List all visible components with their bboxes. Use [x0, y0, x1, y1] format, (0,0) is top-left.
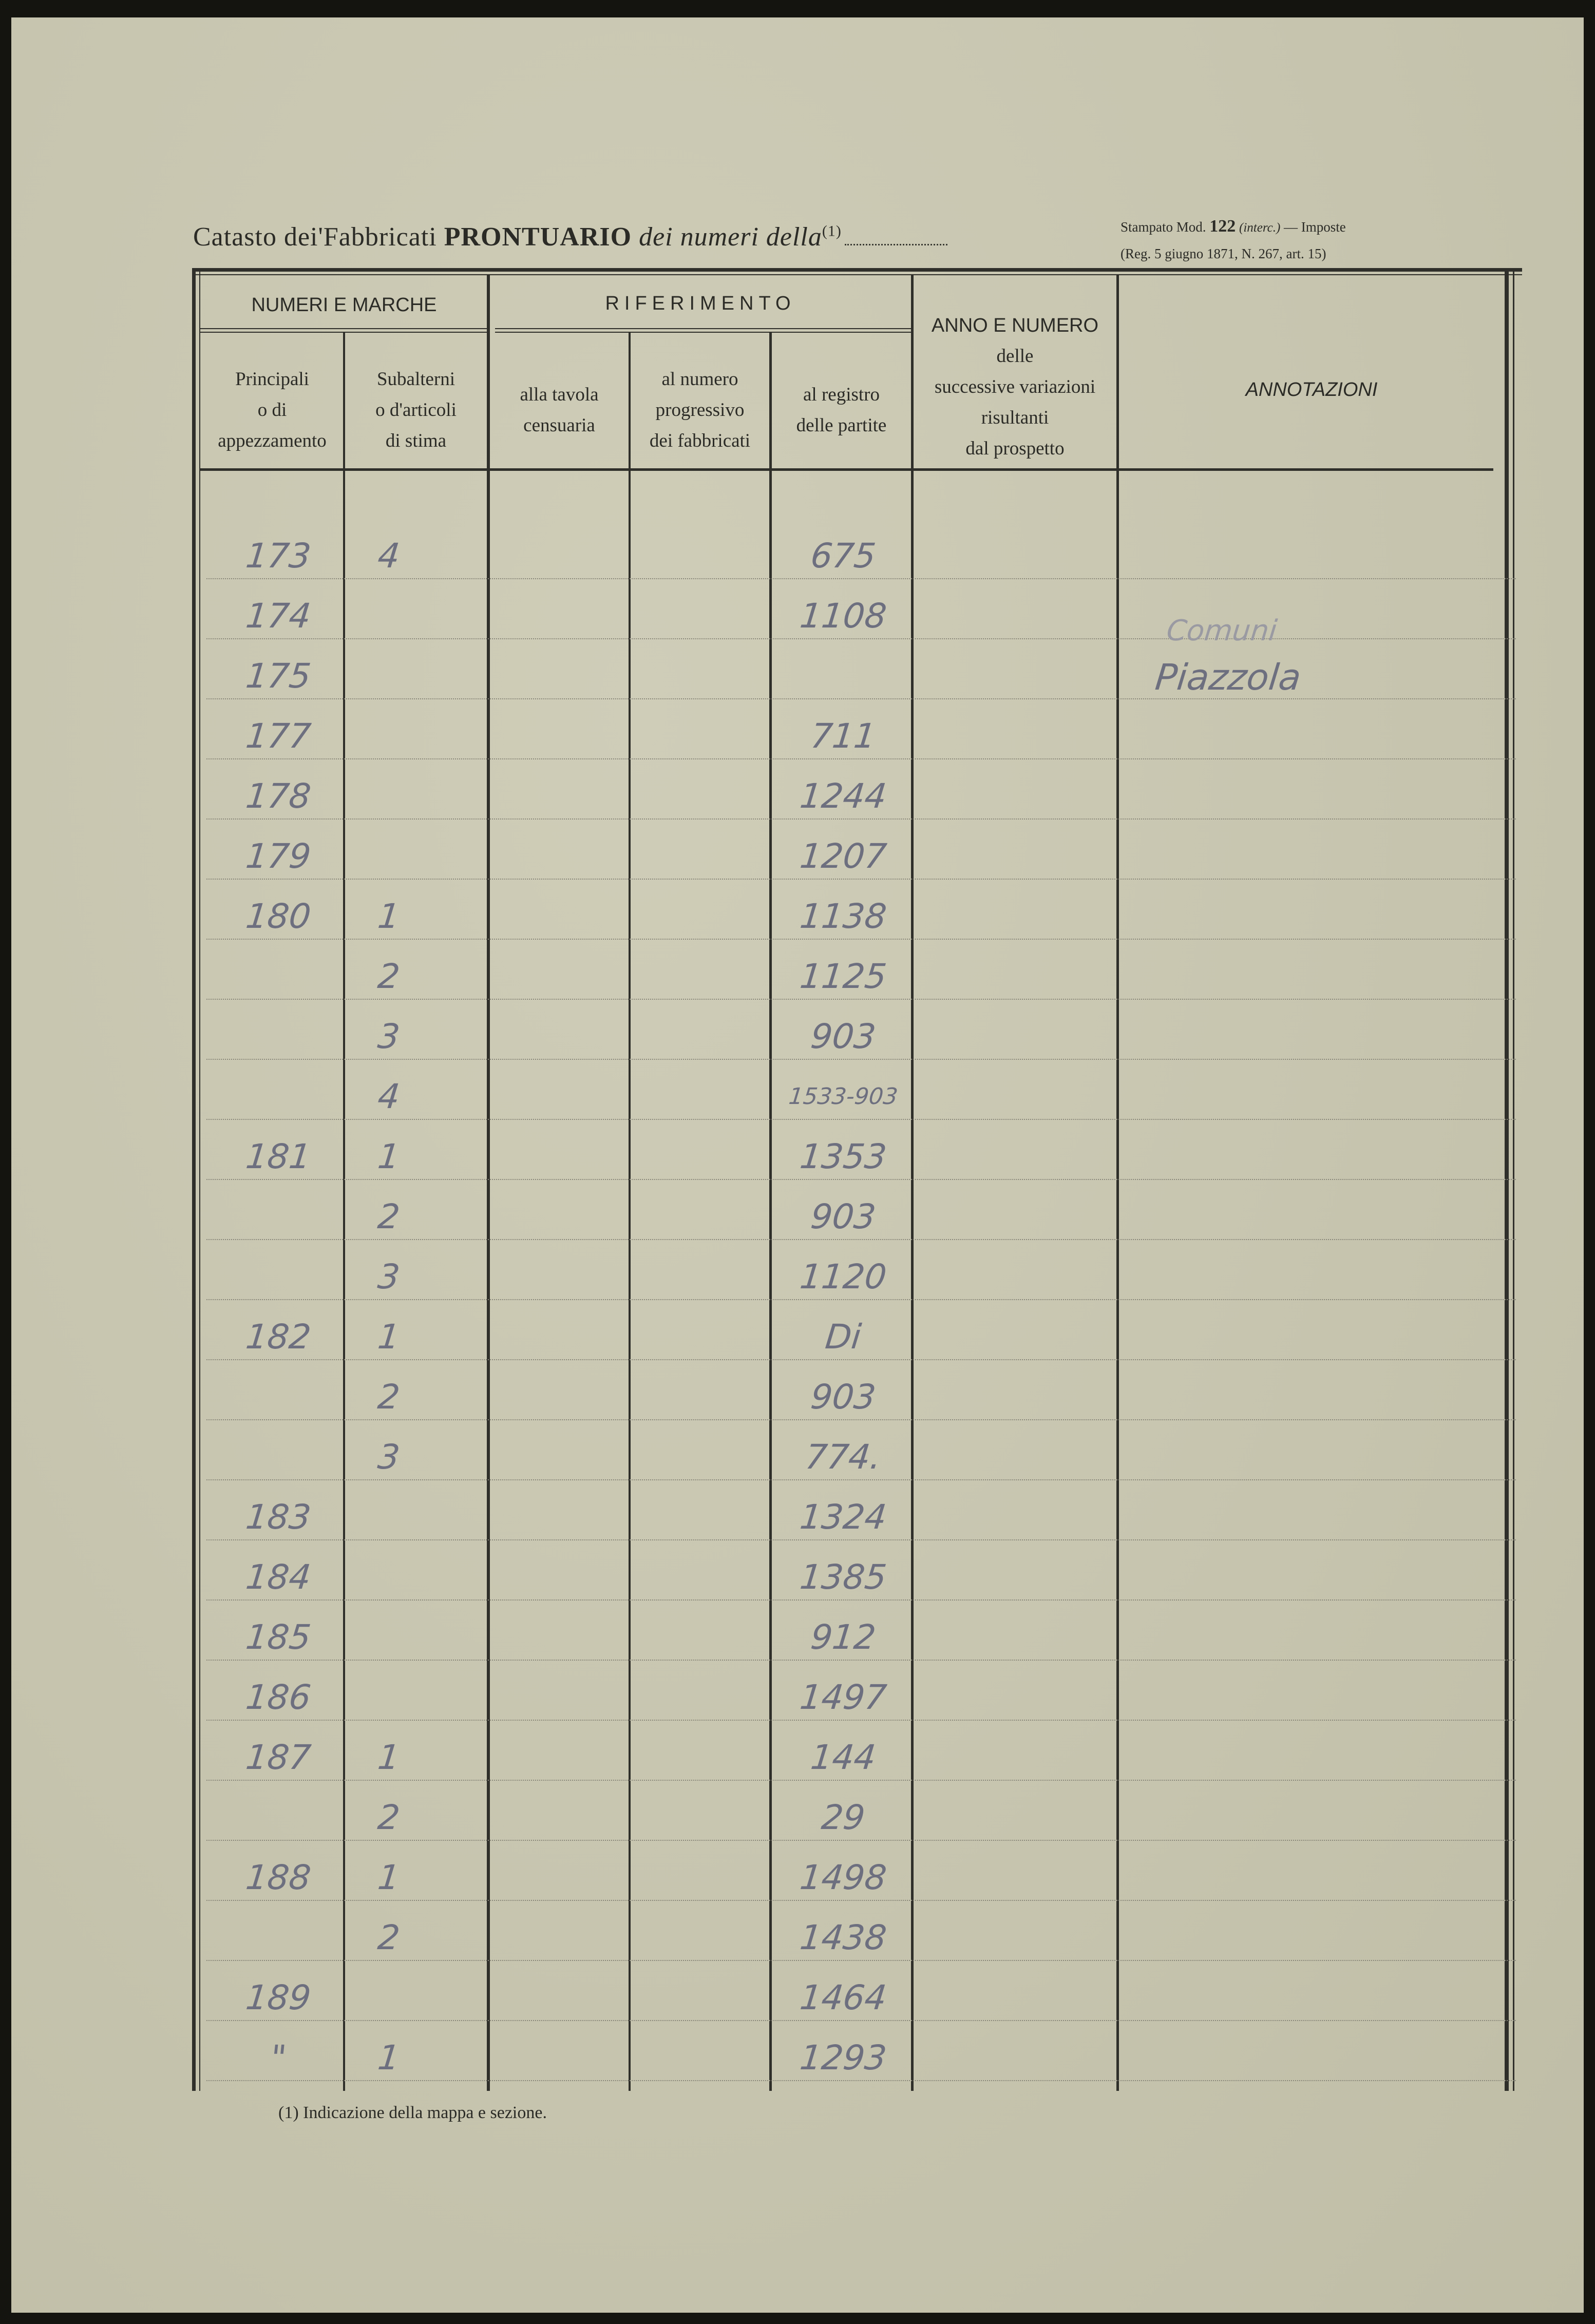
cell-principale: 174 — [244, 596, 313, 636]
col-anno-l1: ANNO E NUMERO — [931, 315, 1099, 336]
cell-partita: 144 — [809, 1738, 878, 1777]
row-rule — [206, 758, 1516, 759]
row-rule — [206, 1599, 1516, 1601]
row-rule — [206, 1479, 1516, 1480]
row-rule — [206, 1299, 1516, 1300]
cell-subalterno: 1 — [376, 1137, 402, 1176]
cell-subalterno: 1 — [376, 1738, 402, 1777]
title-italic: dei numeri della — [639, 222, 822, 252]
cell-partita: 1385 — [798, 1557, 889, 1597]
cell-partita: 1207 — [798, 836, 889, 876]
title-note: (1) — [822, 222, 842, 240]
row-rule — [206, 818, 1516, 820]
col-tavola-l1: alla tavola — [520, 384, 599, 405]
frame-left — [192, 268, 196, 2091]
row-rule — [206, 1359, 1516, 1360]
cell-principale: 181 — [244, 1137, 313, 1176]
cell-partita: Di — [823, 1317, 863, 1357]
col-anno-l5: dal prospetto — [965, 438, 1065, 459]
cell-subalterno: 2 — [376, 1798, 402, 1837]
cell-principale: 188 — [244, 1858, 313, 1897]
group-underline-1 — [199, 328, 487, 329]
group-underline-2b — [495, 332, 912, 333]
cell-partita: 29 — [820, 1798, 867, 1837]
col-sep-2 — [487, 274, 490, 2091]
cell-partita: 1497 — [798, 1678, 889, 1717]
cell-subalterno: 1 — [376, 2038, 402, 2078]
cell-partita: 1244 — [798, 776, 889, 816]
row-rule — [206, 2020, 1516, 2021]
stamp-interc: (interc.) — [1239, 221, 1281, 235]
title-middle: Fabbricati — [323, 222, 437, 252]
cell-principale: 173 — [244, 536, 313, 576]
annotation-piazzola: Piazzola — [1153, 656, 1303, 698]
cell-principale: 187 — [244, 1738, 313, 1777]
frame-top — [192, 268, 1522, 272]
row-rule — [206, 578, 1516, 579]
page-title — [193, 222, 947, 252]
col-annotazioni-label: ANNOTAZIONI — [1245, 379, 1378, 401]
cell-partita: 1324 — [798, 1497, 889, 1537]
group-riferimento — [490, 280, 911, 327]
col-sep-4 — [769, 333, 772, 2091]
cell-subalterno: 3 — [376, 1257, 402, 1297]
cell-subalterno: 2 — [376, 1197, 402, 1236]
cell-principale: " — [268, 2038, 289, 2078]
cell-partita: 675 — [809, 536, 878, 576]
col-anno-l4: risultanti — [981, 407, 1049, 428]
col-sep-6 — [1116, 274, 1119, 2091]
annotation-faint: Comuni — [1165, 614, 1279, 647]
cell-principale: 184 — [244, 1557, 313, 1597]
cell-partita: 1138 — [798, 897, 889, 936]
cell-partita: 1108 — [798, 596, 889, 636]
footnote: (1) Indicazione della mappa e sezione. — [278, 2103, 547, 2122]
cell-partita: 1125 — [798, 957, 889, 996]
cell-partita: 1498 — [798, 1858, 889, 1897]
row-rule — [206, 638, 1516, 639]
header-separator — [199, 468, 1493, 471]
row-rule — [206, 1119, 1516, 1120]
col-subalterni-l2: o d'articoli — [375, 399, 457, 421]
cell-principale: 182 — [244, 1317, 313, 1357]
row-rule — [206, 999, 1516, 1000]
cell-partita: 1353 — [798, 1137, 889, 1176]
row-rule — [206, 1900, 1516, 1901]
title-apostrophe: ' — [318, 222, 324, 252]
cell-partita: 903 — [809, 1377, 878, 1417]
print-stamp — [1121, 214, 1346, 266]
col-anno-numero — [914, 310, 1116, 464]
cell-principale: 186 — [244, 1678, 313, 1717]
cell-principale: 177 — [244, 716, 313, 756]
group-riferimento-label: RIFERIMENTO — [605, 293, 796, 314]
cell-partita: 711 — [809, 716, 878, 756]
cell-subalterno: 4 — [376, 1077, 402, 1116]
cell-subalterno: 2 — [376, 957, 402, 996]
group-numeri-e-marche — [201, 284, 487, 326]
col-progressivo-l3: dei fabbricati — [649, 430, 751, 451]
row-rule — [206, 1539, 1516, 1540]
col-tavola-censuaria — [490, 356, 629, 464]
title-prefix: Catasto dei — [193, 222, 318, 252]
cell-principale: 180 — [244, 897, 313, 936]
row-rule — [206, 1960, 1516, 1961]
cell-subalterno: 1 — [376, 1317, 402, 1357]
frame-left-thin — [199, 268, 200, 2091]
cell-principale: 183 — [244, 1497, 313, 1537]
col-subalterni-l1: Subalterni — [376, 369, 455, 390]
col-numero-progressivo — [631, 356, 769, 464]
row-rule — [206, 1840, 1516, 1841]
cell-principale: 179 — [244, 836, 313, 876]
col-registro-partite — [772, 356, 911, 464]
row-rule — [206, 939, 1516, 940]
col-anno-l2: delle — [996, 346, 1034, 367]
cell-subalterno: 3 — [376, 1437, 402, 1477]
row-rule — [206, 1059, 1516, 1060]
group-underline-2 — [495, 328, 912, 329]
row-rule — [206, 1419, 1516, 1420]
cell-principale: 185 — [244, 1617, 313, 1657]
title-bold: PRONTUARIO — [444, 222, 632, 252]
cell-principale: 175 — [244, 656, 313, 696]
col-subalterni-l3: di stima — [385, 430, 447, 451]
cell-subalterno: 2 — [376, 1377, 402, 1417]
cell-subalterno: 2 — [376, 1918, 402, 1957]
col-anno-l3: successive variazioni — [934, 376, 1096, 397]
cell-subalterno: 4 — [376, 536, 402, 576]
col-progressivo-l1: al numero — [661, 369, 738, 390]
cell-partita: 912 — [809, 1617, 878, 1657]
frame-top-thin — [192, 274, 1522, 275]
cell-partita: 903 — [809, 1017, 878, 1056]
cell-principale: 189 — [244, 1978, 313, 2017]
row-rule — [206, 1179, 1516, 1180]
stamp-imposte: — Imposte — [1284, 219, 1346, 235]
stamp-model: 122 — [1209, 217, 1236, 236]
col-sep-5 — [911, 274, 914, 2091]
stamp-prefix: Stampato Mod. — [1121, 219, 1206, 235]
cell-partita: 1438 — [798, 1918, 889, 1957]
group-numeri-label: NUMERI E MARCHE — [251, 294, 437, 316]
row-rule — [206, 879, 1516, 880]
cell-partita: 1120 — [798, 1257, 889, 1297]
col-sep-1 — [343, 333, 345, 2091]
row-rule — [206, 1780, 1516, 1781]
row-rule — [206, 1660, 1516, 1661]
stamp-reg: (Reg. 5 giugno 1871, N. 267, art. 15) — [1121, 246, 1326, 261]
col-principali — [201, 356, 343, 464]
row-rule — [206, 1720, 1516, 1721]
col-annotazioni — [1119, 367, 1504, 413]
title-blank-line — [845, 244, 947, 245]
row-rule — [206, 2080, 1516, 2081]
cell-partita: 1464 — [798, 1978, 889, 2017]
cell-subalterno: 1 — [376, 1858, 402, 1897]
col-progressivo-l2: progressivo — [655, 399, 745, 421]
col-registro-l2: delle partite — [796, 415, 887, 436]
row-rule — [206, 1239, 1516, 1240]
col-tavola-l2: censuaria — [523, 415, 595, 436]
col-sep-3 — [629, 333, 631, 2091]
document-sheet — [11, 17, 1584, 2313]
col-registro-l1: al registro — [803, 384, 880, 405]
col-principali-l3: appezzamento — [218, 430, 327, 451]
cell-subalterno: 1 — [376, 897, 402, 936]
row-rule — [206, 698, 1516, 699]
cell-subalterno: 3 — [376, 1017, 402, 1056]
col-principali-l1: Principali — [235, 369, 309, 390]
col-principali-l2: o di — [257, 399, 287, 421]
cell-principale: 178 — [244, 776, 313, 816]
cell-partita: 774. — [803, 1437, 883, 1477]
cell-partita: 903 — [809, 1197, 878, 1236]
cell-partita: 1293 — [798, 2038, 889, 2078]
cell-partita: 1533-903 — [787, 1083, 899, 1110]
col-subalterni — [345, 356, 487, 464]
